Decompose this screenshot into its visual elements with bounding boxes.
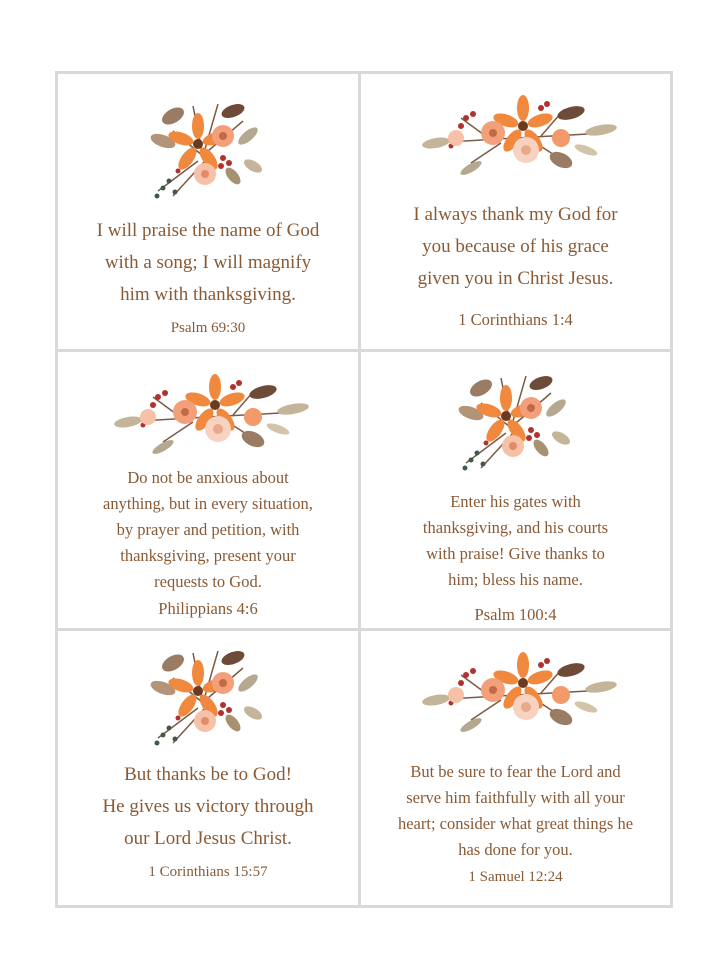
verse-line: thanksgiving, and his courts xyxy=(422,518,609,537)
verse-card xyxy=(358,349,673,631)
verse-line: I always thank my God for xyxy=(413,204,618,225)
verse-line: I will praise the name of God xyxy=(96,220,320,241)
verse-line: serve him faithfully with all your xyxy=(406,788,625,807)
floral-bouquet-icon xyxy=(411,645,621,735)
verse-line: has done for you. xyxy=(458,840,573,859)
floral-bouquet-icon xyxy=(103,367,313,457)
verse-reference: Psalm 100:4 xyxy=(474,605,557,624)
verse-card xyxy=(55,71,361,352)
verse-line: Enter his gates with xyxy=(450,492,581,511)
verse-line: But be sure to fear the Lord and xyxy=(410,762,621,781)
verse-reference: 1 Samuel 12:24 xyxy=(468,869,563,885)
verse-line: He gives us victory through xyxy=(102,796,314,817)
verse-line: requests to God. xyxy=(154,572,262,591)
verse-reference: 1 Corinthians 15:57 xyxy=(148,864,268,880)
verse-line: Do not be anxious about xyxy=(127,468,289,487)
verse-text xyxy=(68,465,348,595)
verse-line: you because of his grace xyxy=(422,236,609,257)
verse-card xyxy=(358,71,673,352)
card-sheet xyxy=(55,71,675,908)
floral-bouquet-icon xyxy=(133,643,283,748)
verse-line: our Lord Jesus Christ. xyxy=(124,828,292,849)
verse-text xyxy=(371,199,660,295)
verse-line: But thanks be to God! xyxy=(124,764,292,785)
verse-line: by prayer and petition, with xyxy=(116,520,300,539)
verse-text xyxy=(371,489,660,593)
verse-reference: 1 Corinthians 1:4 xyxy=(458,310,573,329)
verse-line: him; bless his name. xyxy=(448,570,583,589)
verse-line: anything, but in every situation, xyxy=(103,494,313,513)
verse-line: him with thanksgiving. xyxy=(120,284,296,305)
floral-bouquet-icon xyxy=(441,368,591,473)
verse-text xyxy=(68,215,348,311)
verse-card xyxy=(55,628,361,908)
verse-reference: Psalm 69:30 xyxy=(170,320,246,336)
verse-line: heart; consider what great things he xyxy=(397,814,634,833)
floral-bouquet-icon xyxy=(133,96,283,201)
verse-card xyxy=(358,628,673,908)
verse-reference: Philippians 4:6 xyxy=(158,599,258,618)
verse-line: with praise! Give thanks to xyxy=(426,544,605,563)
verse-line: with a song; I will magnify xyxy=(104,252,312,273)
verse-card xyxy=(55,349,361,631)
verse-text xyxy=(68,759,348,855)
verse-line: given you in Christ Jesus. xyxy=(417,268,614,289)
verse-line: thanksgiving, present your xyxy=(120,546,296,565)
floral-bouquet-icon xyxy=(411,88,621,178)
verse-text xyxy=(371,759,660,863)
